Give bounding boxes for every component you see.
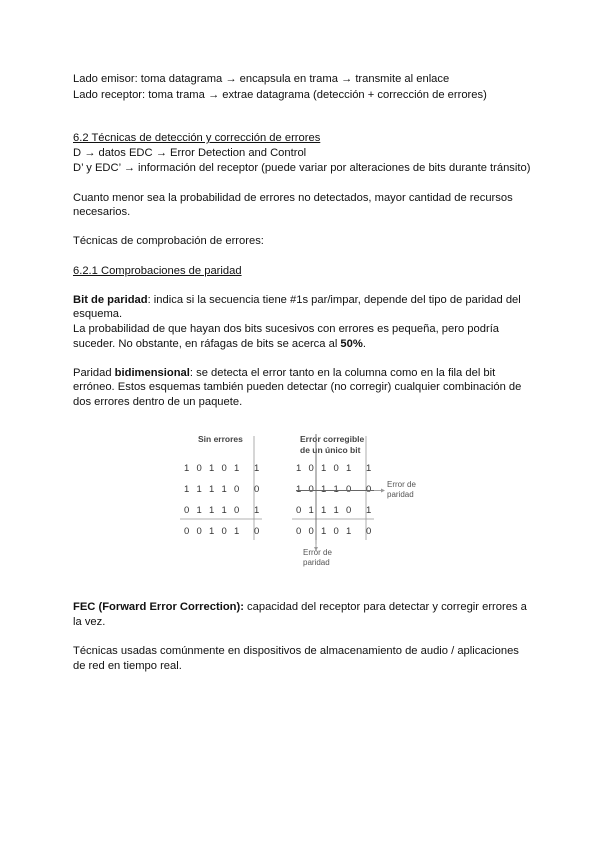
prob-line-1: Cuanto menor sea la probabilidad de errores no detectados, mayor cantidad de recursos [73, 192, 513, 204]
right-bit-r3-c3: 0 [333, 526, 339, 537]
right-bit-r2-c5: 1 [366, 505, 372, 516]
prob-line-2: necesarios. [73, 206, 131, 218]
right-bit-r3-c1: 0 [308, 526, 314, 537]
right-bit-r0-c1: 0 [308, 463, 314, 474]
bit-paridad-l4-bold: 50% [340, 338, 363, 350]
d-line: D → datos EDC → Error Detection and Control [73, 147, 307, 159]
left-bit-r3-c1: 0 [196, 526, 202, 537]
right-bit-grid [296, 463, 371, 537]
right-bit-r1-c3: 1 [333, 484, 339, 495]
bit-paridad-line-3: La probabilidad de que hayan dos bits sucesivos con errores es pequeña, pero podría [73, 323, 500, 335]
left-bit-r0-c1: 0 [196, 463, 202, 474]
right-bit-r1-c4: 0 [346, 484, 352, 495]
fec-rest: capacidad del receptor para detectar y corregir errores a [243, 601, 527, 613]
left-bit-r1-c4: 0 [234, 484, 240, 495]
usadas-line-1: Técnicas usadas comúnmente en dispositivos de almacenamiento de audio / aplicaciones [73, 645, 519, 657]
usadas-line-2: de red en tiempo real. [73, 660, 182, 672]
side-label-2: paridad [387, 490, 414, 499]
bit-paridad-line-1 [73, 293, 521, 307]
left-bit-r2-c5: 1 [254, 505, 260, 516]
right-bit-r1-c0: 1 [296, 484, 302, 495]
bidim-line-1 [73, 366, 495, 380]
left-bit-r2-c4: 0 [234, 505, 240, 516]
fec-term: FEC (Forward Error Correction): [73, 601, 244, 613]
fec-line-1 [73, 600, 527, 614]
right-bit-r0-c4: 1 [346, 463, 352, 474]
left-bit-r3-c5: 0 [254, 526, 260, 537]
right-title-2: de un único bit [300, 445, 361, 455]
parity-figure [170, 426, 430, 576]
bit-paridad-rest: : indica si la secuencia tiene #1s par/impar, depende del tipo de paridad del [147, 294, 521, 306]
bottom-label-2: paridad [303, 558, 330, 567]
left-title: Sin errores [198, 434, 243, 444]
emisor-line: Lado emisor: toma datagrama → encapsula en trama → transmite al enlace [73, 73, 450, 85]
section-6-2-heading: 6.2 Técnicas de detección y corrección de errores [73, 132, 321, 144]
bidim-line-3: dos errores dentro de un paquete. [73, 396, 243, 408]
left-bit-r0-c0: 1 [184, 463, 190, 474]
bit-paridad-term: Bit de paridad [73, 294, 148, 306]
left-bit-grid [184, 463, 259, 537]
bit-paridad-line-4 [73, 337, 366, 351]
left-bit-r0-c4: 1 [234, 463, 240, 474]
right-bit-r0-c3: 0 [333, 463, 339, 474]
bidim-term: bidimensional [114, 367, 190, 379]
right-bit-r0-c5: 1 [366, 463, 372, 474]
left-bit-r2-c1: 1 [196, 505, 202, 516]
right-bit-r2-c2: 1 [321, 505, 327, 516]
right-bit-r3-c5: 0 [366, 526, 372, 537]
left-bit-r0-c3: 0 [221, 463, 227, 474]
left-bit-r3-c3: 0 [221, 526, 227, 537]
fec-line-2: la vez. [73, 616, 106, 628]
bidim-line-2: erróneo. Estos esquemas también pueden detectar (no corregir) cualquier combinación de [73, 381, 522, 393]
bit-paridad-line-2: esquema. [73, 308, 123, 320]
right-title-1: Error corregible [300, 434, 365, 444]
left-bit-r3-c0: 0 [184, 526, 190, 537]
right-bit-r2-c4: 0 [346, 505, 352, 516]
receptor-line: Lado receptor: toma trama → extrae datagrama (detección + corrección de errores) [73, 89, 487, 101]
right-bit-r0-c2: 1 [321, 463, 327, 474]
tecnicas-line: Técnicas de comprobación de errores: [73, 235, 264, 247]
dprime-line: D’ y EDC’ → información del receptor (puede variar por alteraciones de bits durante tránsito) [73, 162, 531, 174]
right-bit-r2-c3: 1 [333, 505, 339, 516]
left-bit-r2-c3: 1 [221, 505, 227, 516]
section-6-2-1-heading: 6.2.1 Comprobaciones de paridad [73, 265, 242, 277]
bidim-pre: Paridad [73, 367, 115, 379]
left-bit-r3-c2: 1 [209, 526, 215, 537]
bottom-label-1: Error de [303, 548, 332, 557]
right-bit-r3-c0: 0 [296, 526, 302, 537]
left-bit-r1-c1: 1 [196, 484, 202, 495]
left-bit-r2-c2: 1 [209, 505, 215, 516]
bit-paridad-l4-pre: suceder. No obstante, en ráfagas de bits se acerca al [73, 338, 341, 350]
bidim-rest: : se detecta el error tanto en la columna como en la fila del bit [189, 367, 496, 379]
left-bit-r1-c5: 0 [254, 484, 260, 495]
right-bit-r1-c2: 1 [321, 484, 327, 495]
left-bit-r3-c4: 1 [234, 526, 240, 537]
right-bit-r3-c2: 1 [321, 526, 327, 537]
right-bit-r1-c1: 0 [308, 484, 314, 495]
right-bit-r2-c0: 0 [296, 505, 302, 516]
bit-paridad-l4-post: . [362, 338, 366, 350]
left-bit-r1-c2: 1 [209, 484, 215, 495]
right-bit-r2-c1: 1 [308, 505, 314, 516]
left-bit-r1-c3: 1 [221, 484, 227, 495]
left-bit-r2-c0: 0 [184, 505, 190, 516]
right-bit-r0-c0: 1 [296, 463, 302, 474]
left-bit-r0-c2: 1 [209, 463, 215, 474]
side-arrow-head [381, 489, 385, 493]
side-label-1: Error de [387, 480, 416, 489]
left-bit-r0-c5: 1 [254, 463, 260, 474]
left-bit-r1-c0: 1 [184, 484, 190, 495]
right-bit-r1-c5: 0 [366, 484, 372, 495]
right-bit-r3-c4: 1 [346, 526, 352, 537]
